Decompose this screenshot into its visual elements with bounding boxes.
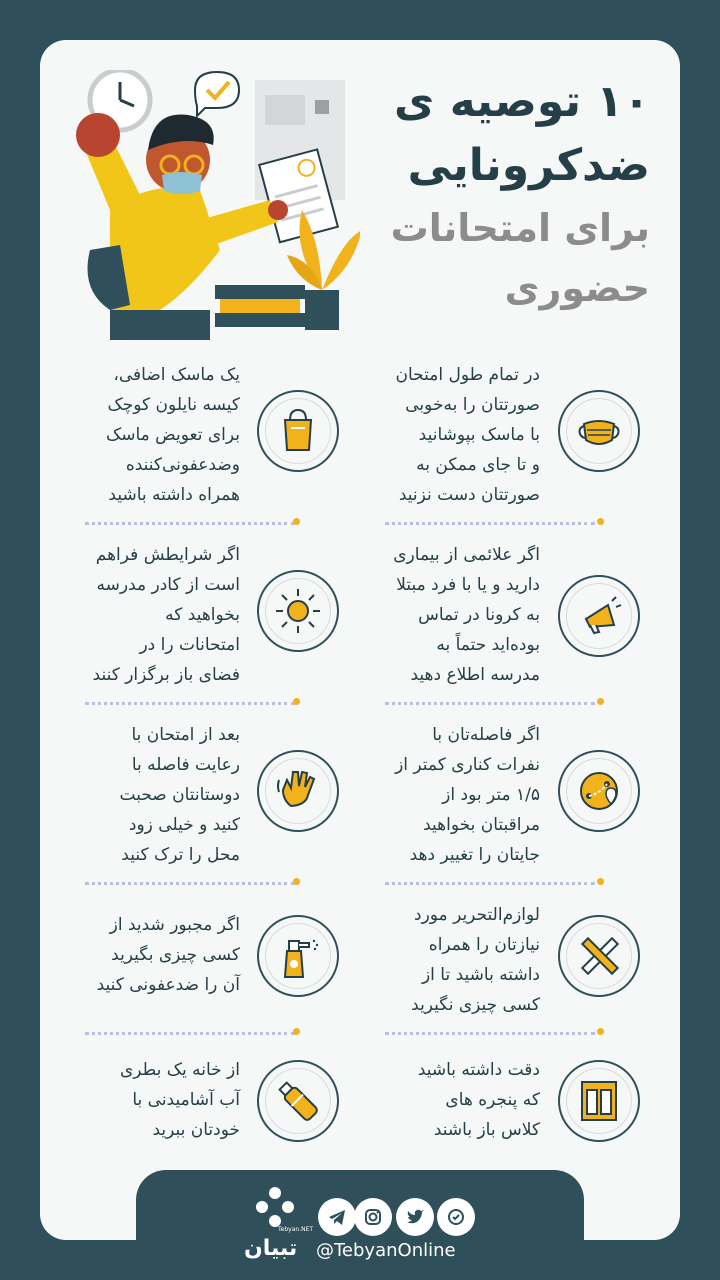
divider: [385, 702, 595, 705]
plastic-bag-icon: [257, 390, 339, 472]
divider: [85, 882, 295, 885]
instagram-icon[interactable]: [354, 1198, 392, 1236]
divider: [85, 702, 295, 705]
divider-dot: [293, 878, 300, 885]
whatsapp-icon[interactable]: [437, 1198, 475, 1236]
tip-6: یک ماسک اضافی، کیسه نایلون کوچک برای تعویض ماسک وضدعفونی‌کننده همراه داشته باشید: [106, 365, 240, 505]
tip-3: اگر فاصله‌تان با نفرات کناری کمتر از ۱/۵ متر بود از مراقبتان بخواهید جایتان را تغییر دهد: [395, 725, 540, 865]
tip-7: اگر شرایطش فراهم است از کادر مدرسه بخواهید که امتحانات را در فضای باز برگزار کنند: [92, 545, 240, 685]
pencil-ruler-icon: [558, 915, 640, 997]
title-block: [350, 70, 650, 318]
divider: [385, 522, 595, 525]
divider-dot: [597, 878, 604, 885]
waving-hand-icon: [257, 750, 339, 832]
tip-10: از خانه یک بطری آب آشامیدنی با خودتان ببرید: [120, 1060, 240, 1140]
tip-9: اگر مجبور شدید از کسی چیزی بگیرید آن را ضدعفونی کنید: [96, 915, 240, 995]
tip-5: دقت داشته باشید که پنجره های کلاس باز باشند: [417, 1060, 540, 1140]
divider-dot: [293, 1028, 300, 1035]
divider-dot: [597, 518, 604, 525]
water-bottle-icon: [257, 1060, 339, 1142]
sun-icon: [257, 570, 339, 652]
page-subtitle-line2: حضوری: [504, 266, 650, 310]
tip-8: بعد از امتحان با رعایت فاصله با دوستانتان صحبت کنید و خیلی زود محل را ترک کنید: [119, 725, 240, 865]
divider: [385, 882, 595, 885]
brand-name: تبیان: [244, 1236, 298, 1261]
divider-dot: [597, 1028, 604, 1035]
telegram-icon[interactable]: [318, 1198, 356, 1236]
social-handle[interactable]: @TebyanOnline: [316, 1240, 456, 1261]
tip-2: اگر علائمی از بیماری دارید و یا با فرد مبتلا به کرونا در تماس بوده‌اید حتماً به مدرسه اطلاع دهید: [393, 545, 540, 685]
tip-1: در تمام طول امتحان صورتتان را به‌خوبی با ماسک بپوشانید و تا جای ممکن به صورتتان دست نزنید: [395, 365, 540, 505]
divider-dot: [597, 698, 604, 705]
brand-small-text: Tebyan.NET: [278, 1226, 314, 1233]
student-illustration: [70, 70, 360, 340]
window-icon: [558, 1060, 640, 1142]
page-title-line2: ضدکرونایی: [407, 140, 650, 191]
divider-dot: [293, 698, 300, 705]
divider: [385, 1032, 595, 1035]
face-mask-icon: [558, 390, 640, 472]
divider-dot: [293, 518, 300, 525]
divider: [85, 522, 295, 525]
spray-bottle-icon: [257, 915, 339, 997]
page-subtitle: برای امتحانات: [390, 206, 650, 250]
page-title: ۱۰ توصیه ی: [394, 76, 650, 127]
distance-map-icon: [558, 750, 640, 832]
twitter-icon[interactable]: [396, 1198, 434, 1236]
divider: [85, 1032, 295, 1035]
tip-4: لوازم‌التحریر مورد نیازتان را همراه داشته باشید تا از کسی چیزی نگیرید: [411, 905, 540, 1015]
megaphone-icon: [558, 575, 640, 657]
